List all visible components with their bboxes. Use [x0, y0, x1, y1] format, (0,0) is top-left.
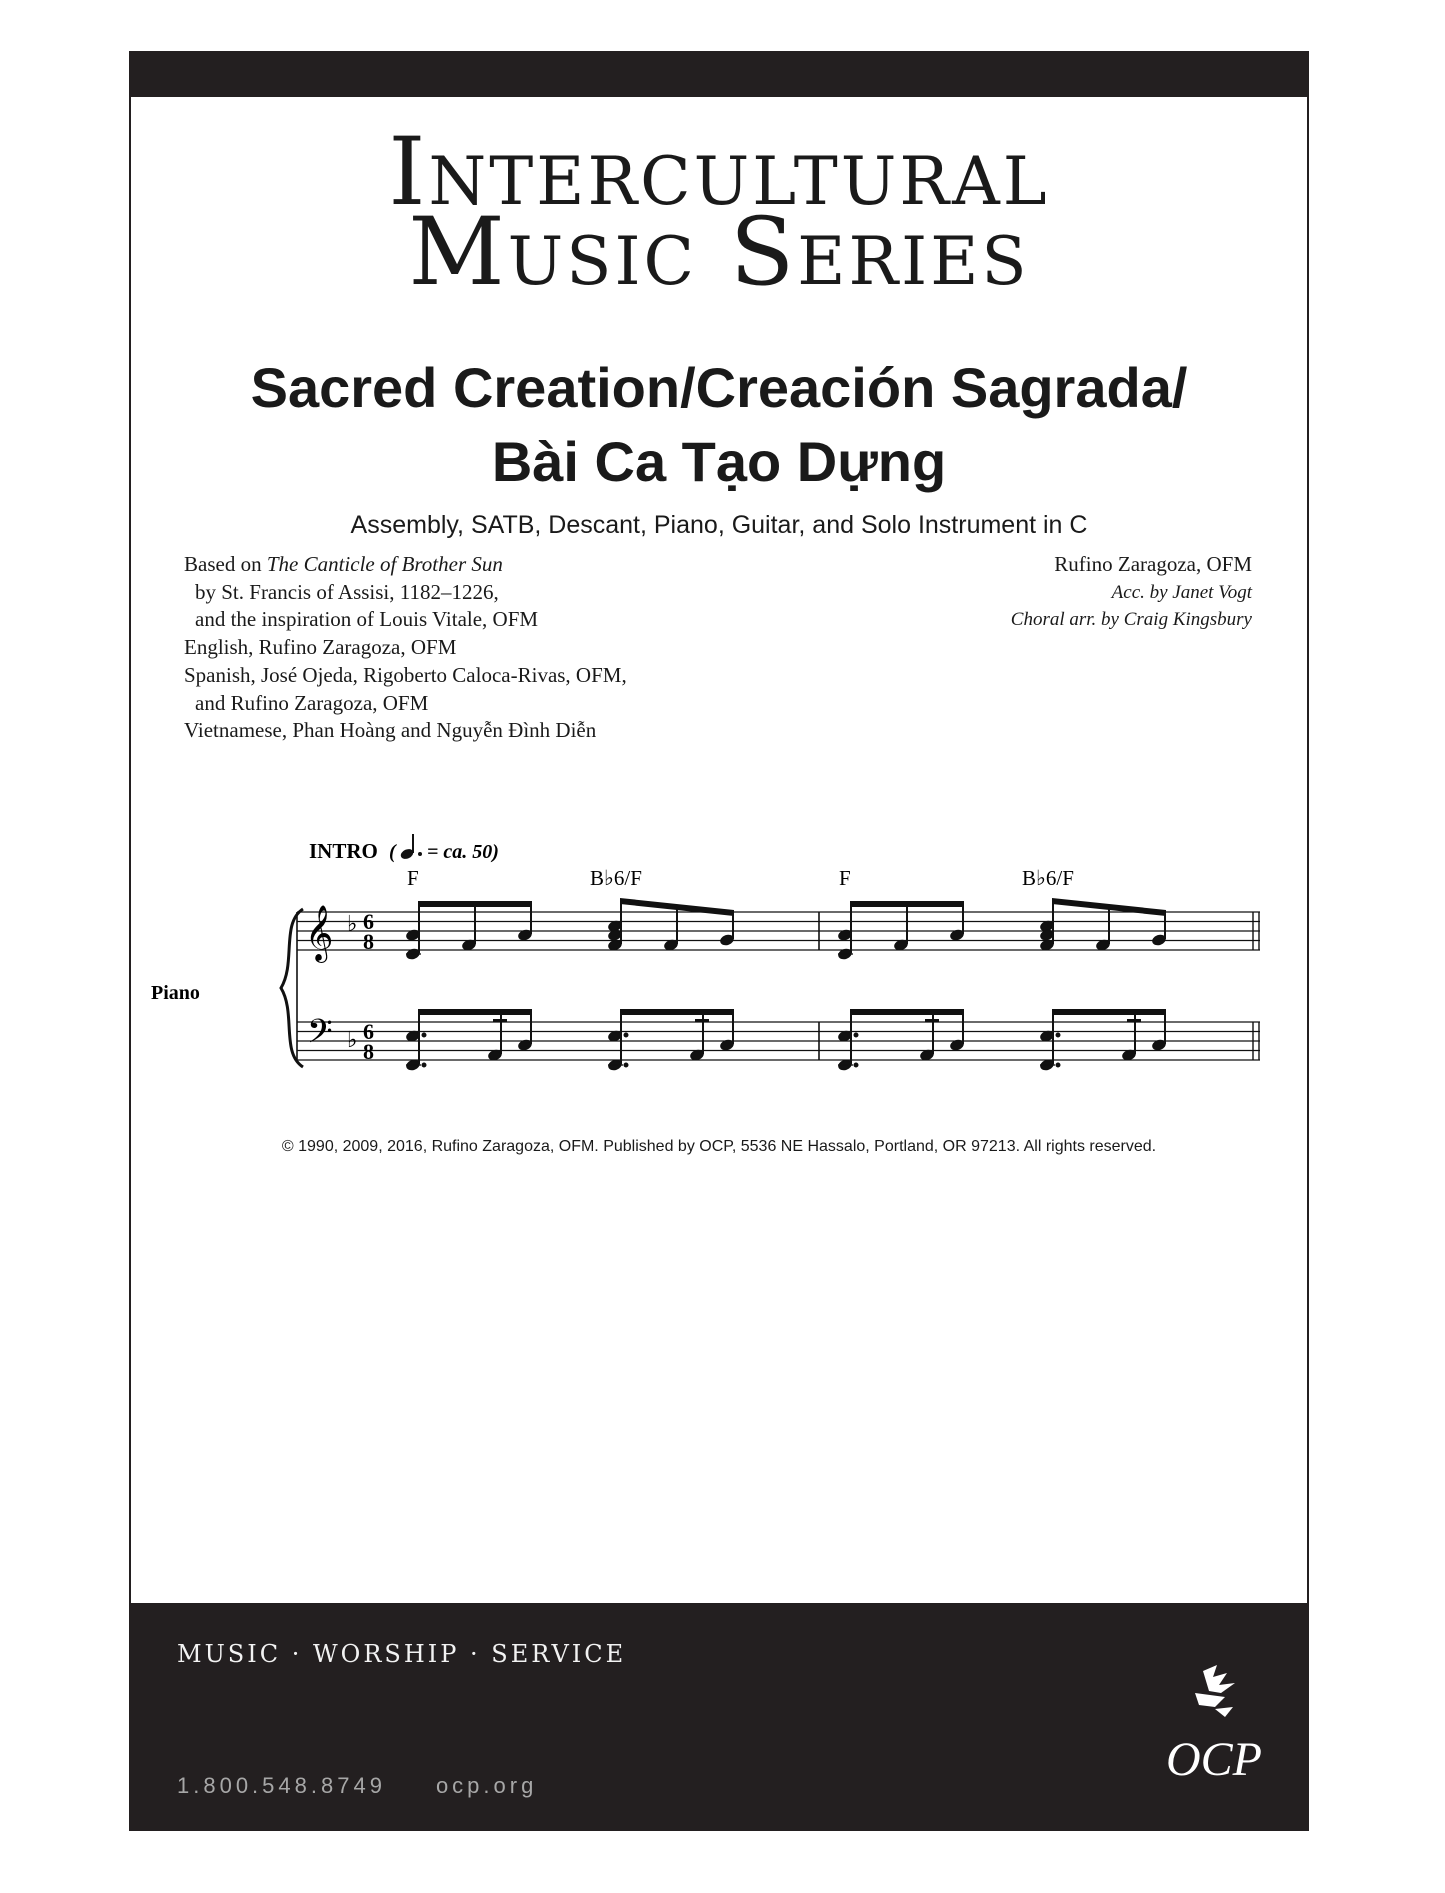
intro-label: INTRO	[309, 839, 378, 863]
chord-symbol: B♭6/F	[1022, 866, 1074, 890]
choral-credit: Choral arr. by Craig Kingsbury	[1010, 609, 1252, 631]
flat-icon: ♭	[347, 1028, 358, 1053]
song-title-line1: Sacred Creation/Creación Sagrada/	[250, 356, 1188, 419]
bass-measure-1	[405, 1009, 734, 1071]
footer-contact	[177, 1773, 537, 1799]
credit-source-title: The Canticle of Brother Sun	[266, 552, 503, 576]
page-frame	[129, 51, 1309, 1831]
top-band	[131, 53, 1307, 97]
treble-clef-icon: 𝄞	[305, 905, 334, 961]
time-signature-bottom: 8	[363, 1039, 374, 1064]
footer-band	[131, 1603, 1307, 1829]
credit-line-spanish-cont: and Rufino Zaragoza, OFM	[195, 690, 429, 715]
flat-icon: ♭	[347, 912, 358, 937]
chord-symbol: B♭6/F	[590, 866, 642, 890]
chord-symbol: F	[839, 866, 851, 890]
time-signature-top: 6	[363, 909, 374, 934]
website-link[interactable]: ocp.org	[435, 1773, 538, 1798]
series-title-line1: Intercultural	[388, 118, 1050, 227]
bass-clef-icon: 𝄢	[307, 1013, 333, 1059]
music-score	[131, 823, 1307, 1093]
song-title-line2: Bài Ca Tạo Dựng	[491, 430, 947, 493]
footer-tagline: MUSIC · WORSHIP · SERVICE	[177, 1640, 627, 1668]
bass-measure-2	[837, 1009, 1166, 1071]
credit-line-english: English, Rufino Zaragoza, OFM	[184, 635, 457, 660]
ocp-logo-icon	[1155, 1663, 1273, 1793]
treble-measure-2	[837, 898, 1166, 960]
tempo-value: = ca. 50)	[427, 841, 499, 863]
credit-line-inspiration: and the inspiration of Louis Vitale, OFM	[195, 607, 539, 632]
text-credits	[184, 551, 804, 745]
accompaniment-credit: Acc. by Janet Vogt	[1111, 581, 1252, 603]
music-credits	[832, 551, 1252, 634]
time-signature-top: 6	[363, 1019, 374, 1044]
logo-wordmark: OCP	[1166, 1733, 1262, 1786]
credit-line-spanish: Spanish, José Ojeda, Rigoberto Caloca-Rivas, OFM,	[184, 662, 627, 687]
credit-line-source	[184, 551, 804, 579]
chord-symbol: F	[407, 866, 419, 890]
instrument-label: Piano	[151, 982, 200, 1004]
dotted-quarter-note-icon	[399, 834, 422, 861]
treble-measure-1	[405, 898, 734, 960]
dove-icon	[1195, 1665, 1235, 1717]
bass-staff	[297, 1022, 1260, 1060]
composer-credit: Rufino Zaragoza, OFM	[1054, 552, 1252, 576]
voicing-line: Assembly, SATB, Descant, Piano, Guitar, and Solo Instrument in C	[350, 511, 1088, 539]
copyright-notice: © 1990, 2009, 2016, Rufino Zaragoza, OFM. Published by OCP, 5536 NE Hassalo, Portland, OR 97213. All rights reserved.	[281, 1138, 1157, 1155]
treble-staff	[297, 912, 1260, 950]
brace	[281, 909, 303, 1067]
credit-line-vietnamese: Vietnamese, Phan Hoàng and Nguyễn Đình Diễn	[184, 718, 597, 743]
time-signature-bottom: 8	[363, 929, 374, 954]
phone-number: 1.800.548.8749	[177, 1773, 386, 1798]
credit-source-prefix: Based on	[184, 552, 267, 576]
credit-line-author: by St. Francis of Assisi, 1182–1226,	[195, 579, 499, 604]
series-title-line2: Music Series	[408, 198, 1030, 307]
tempo-open: (	[389, 841, 396, 863]
